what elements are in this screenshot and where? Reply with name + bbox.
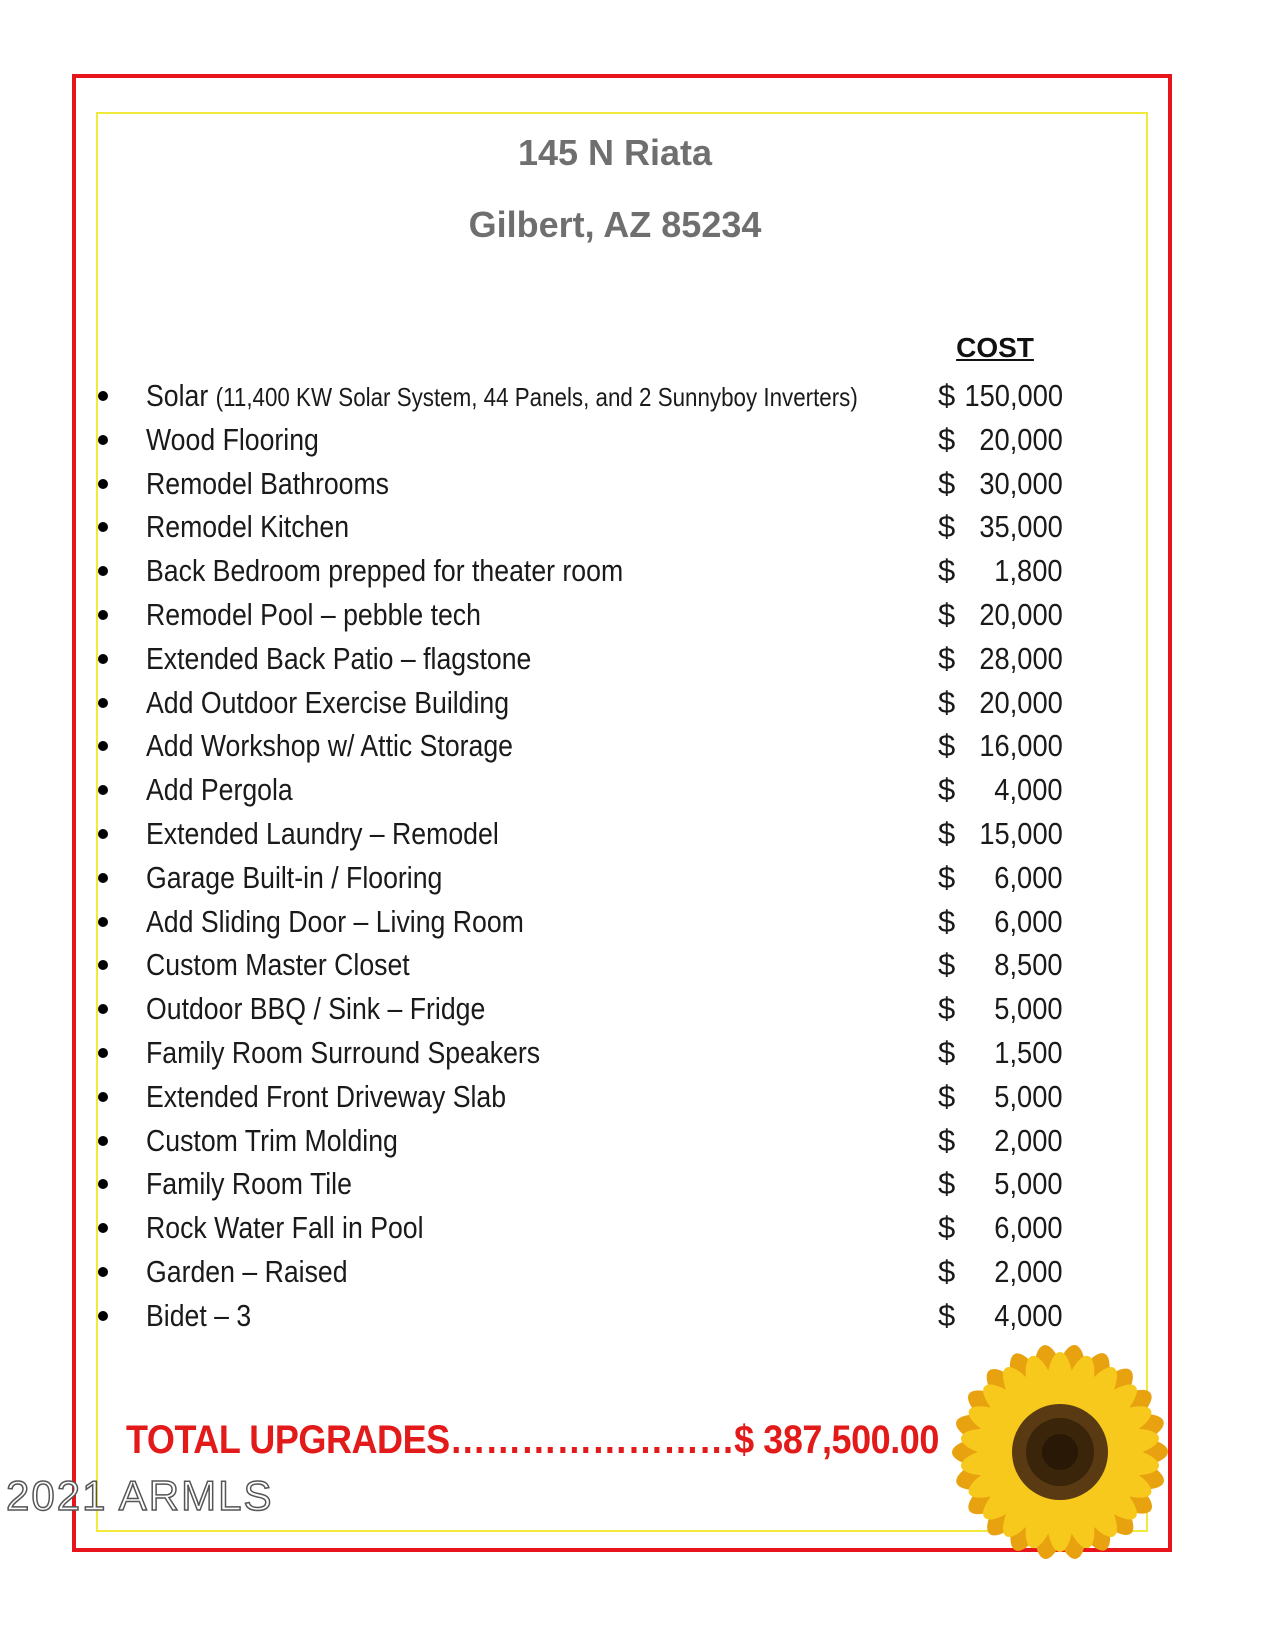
list-item [0,505,1275,549]
list-item [0,681,1275,725]
bullet-icon [98,522,108,532]
item-label: Extended Back Patio – flagstone [146,640,532,676]
currency-symbol: $ [938,378,956,413]
item-label: Bidet – 3 [146,1297,252,1333]
item-cost: 5,000 [994,1078,1063,1114]
currency-symbol: $ [938,1253,956,1289]
item-cost: 1,800 [994,553,1063,589]
bullet-icon [98,1311,108,1321]
currency-symbol: $ [938,991,956,1027]
bullet-icon [98,654,108,664]
bullet-icon [98,698,108,708]
list-item [0,593,1275,637]
item-cost: 5,000 [994,1166,1063,1202]
item-label: Family Room Surround Speakers [146,1034,541,1070]
list-item [0,549,1275,593]
item-label: Extended Front Driveway Slab [146,1078,507,1114]
list-item [0,1075,1275,1119]
currency-symbol: $ [938,815,956,851]
item-cost: 2,000 [994,1122,1063,1158]
list-item [0,943,1275,987]
item-cost: 4,000 [994,772,1063,808]
item-cost: 20,000 [979,684,1063,720]
bullet-icon [98,960,108,970]
list-item [0,856,1275,900]
bullet-icon [98,1179,108,1189]
currency-symbol: $ [938,421,956,457]
item-label: Solar (11,400 KW Solar System, 44 Panels, and 2 Sunnyboy Inverters) [146,378,858,413]
item-label: Extended Laundry – Remodel [146,815,499,851]
bullet-icon [98,1223,108,1233]
item-cost: 20,000 [979,596,1063,632]
item-label: Custom Trim Molding [146,1122,398,1158]
sunflower-icon [925,1322,1175,1562]
currency-symbol: $ [938,1122,956,1158]
bullet-icon [98,1004,108,1014]
item-detail: (11,400 KW Solar System, 44 Panels, and 2 Sunnyboy Inverters) [215,382,858,412]
item-cost: 35,000 [979,509,1063,545]
bullet-icon [98,1267,108,1277]
item-label: Remodel Pool – pebble tech [146,596,481,632]
currency-symbol: $ [938,728,956,764]
currency-symbol: $ [938,772,956,808]
currency-symbol: $ [938,684,956,720]
currency-symbol: $ [938,1210,956,1246]
item-label: Wood Flooring [146,421,319,457]
bullet-icon [98,610,108,620]
currency-symbol: $ [938,903,956,939]
list-item [0,462,1275,506]
bullet-icon [98,1048,108,1058]
item-label: Outdoor BBQ / Sink – Fridge [146,991,486,1027]
item-label: Garden – Raised [146,1253,348,1289]
bullet-icon [98,435,108,445]
list-item [0,900,1275,944]
item-cost: 2,000 [994,1253,1063,1289]
item-label: Back Bedroom prepped for theater room [146,553,624,589]
list-item [0,1206,1275,1250]
list-item [0,1162,1275,1206]
list-item [0,812,1275,856]
list-item [0,1119,1275,1163]
item-cost: 6,000 [994,1210,1063,1246]
list-item [0,374,1275,418]
list-item [0,987,1275,1031]
list-item [0,1031,1275,1075]
total-upgrades: TOTAL UPGRADES……………………$ 387,500.00 [126,1418,939,1462]
list-item [0,637,1275,681]
currency-symbol: $ [938,509,956,545]
currency-symbol: $ [938,859,956,895]
item-cost: 30,000 [979,465,1063,501]
item-cost: 5,000 [994,991,1063,1027]
bullet-icon [98,391,108,401]
item-label: Garage Built-in / Flooring [146,859,443,895]
item-cost: 6,000 [994,859,1063,895]
bullet-icon [98,785,108,795]
list-item [0,724,1275,768]
item-label: Remodel Kitchen [146,509,350,545]
item-cost: 15,000 [979,815,1063,851]
item-label: Remodel Bathrooms [146,465,390,501]
item-label: Add Workshop w/ Attic Storage [146,728,514,764]
currency-symbol: $ [938,640,956,676]
item-label: Rock Water Fall in Pool [146,1210,424,1246]
bullet-icon [98,829,108,839]
currency-symbol: $ [938,1078,956,1114]
bullet-icon [98,741,108,751]
cost-column-header: COST [956,332,1034,363]
currency-symbol: $ [938,596,956,632]
item-cost: 20,000 [979,421,1063,457]
currency-symbol: $ [938,1034,956,1070]
list-item [0,768,1275,812]
currency-symbol: $ [938,947,956,983]
item-cost: 8,500 [994,947,1063,983]
currency-symbol: $ [938,553,956,589]
upgrade-list [0,374,1275,1338]
address-line-1: 145 N Riata [517,132,713,173]
item-cost: 28,000 [979,640,1063,676]
bullet-icon [98,566,108,576]
list-item [0,1250,1275,1294]
list-item [0,418,1275,462]
watermark: 2021 ARMLS [6,1472,274,1519]
item-cost: 6,000 [994,903,1063,939]
item-label: Add Sliding Door – Living Room [146,903,524,939]
address-line-2: Gilbert, AZ 85234 [468,204,762,245]
bullet-icon [98,917,108,927]
item-cost: 4,000 [994,1297,1063,1333]
currency-symbol: $ [938,465,956,501]
item-label: Add Outdoor Exercise Building [146,684,510,720]
currency-symbol: $ [938,1297,956,1333]
item-cost: 1,500 [994,1034,1063,1070]
bullet-icon [98,479,108,489]
bullet-icon [98,1092,108,1102]
bullet-icon [98,1136,108,1146]
item-label: Add Pergola [146,772,293,808]
item-cost: 150,000 [964,378,1063,413]
item-cost: 16,000 [979,728,1063,764]
bullet-icon [98,873,108,883]
currency-symbol: $ [938,1166,956,1202]
item-label: Custom Master Closet [146,947,410,983]
item-label: Family Room Tile [146,1166,352,1202]
